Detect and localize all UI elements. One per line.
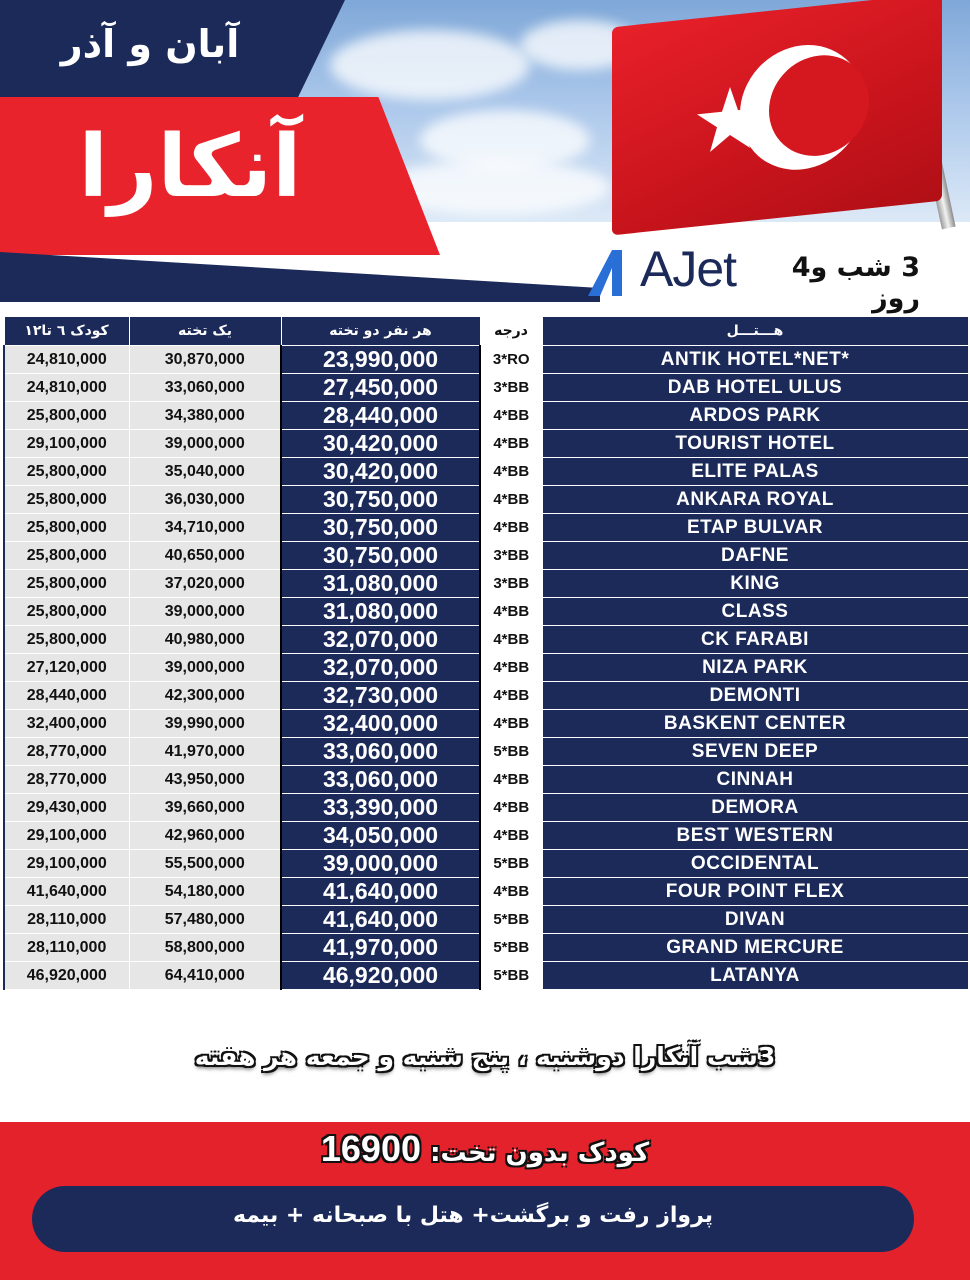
table-row: [4, 822, 968, 850]
cell-single: 40,980,000: [129, 626, 281, 654]
cell-double: 30,750,000: [281, 514, 480, 542]
cell-kid: 28,440,000: [4, 682, 129, 710]
cell-kid: 28,770,000: [4, 766, 129, 794]
cell-double: 32,070,000: [281, 626, 480, 654]
destination-title: آنکارا: [78, 117, 302, 217]
cell-kid: 46,920,000: [4, 962, 129, 990]
table-row: [4, 906, 968, 934]
cell-single: 36,030,000: [129, 486, 281, 514]
table-row: [4, 654, 968, 682]
cell-hotel: GRAND MERCURE: [542, 934, 968, 962]
cell-kid: 25,800,000: [4, 598, 129, 626]
cell-category: 4*BB: [480, 654, 542, 682]
table-row: [4, 962, 968, 990]
cell-hotel: DAFNE: [542, 542, 968, 570]
cell-hotel: DEMONTI: [542, 682, 968, 710]
cell-single: 34,380,000: [129, 402, 281, 430]
cell-single: 37,020,000: [129, 570, 281, 598]
cell-single: 42,960,000: [129, 822, 281, 850]
header-navy-band: [0, 252, 600, 302]
cell-hotel: NIZA PARK: [542, 654, 968, 682]
column-header-category: درجه: [480, 317, 542, 346]
column-header-hotel: هـــتـــل: [542, 317, 968, 346]
table-row: [4, 458, 968, 486]
cell-category: 4*BB: [480, 486, 542, 514]
cell-single: 41,970,000: [129, 738, 281, 766]
cell-single: 43,950,000: [129, 766, 281, 794]
cell-category: 3*RO: [480, 346, 542, 374]
cell-category: 3*BB: [480, 374, 542, 402]
cell-category: 4*BB: [480, 794, 542, 822]
cell-hotel: BEST WESTERN: [542, 822, 968, 850]
cell-kid: 24,810,000: [4, 374, 129, 402]
cell-kid: 25,800,000: [4, 626, 129, 654]
cell-double: 32,400,000: [281, 710, 480, 738]
table-row: [4, 682, 968, 710]
cell-double: 41,640,000: [281, 878, 480, 906]
cell-hotel: ELITE PALAS: [542, 458, 968, 486]
child-no-bed-price: [250, 1128, 720, 1170]
table-row: [4, 570, 968, 598]
table-row: [4, 626, 968, 654]
cell-single: 54,180,000: [129, 878, 281, 906]
turkish-flag-image: [612, 0, 942, 235]
cell-category: 4*BB: [480, 766, 542, 794]
price-table: [3, 316, 969, 990]
table-row: [4, 934, 968, 962]
cell-single: 30,870,000: [129, 346, 281, 374]
column-header-kid: کودک ٦ تا١٢: [4, 317, 129, 346]
cell-kid: 28,770,000: [4, 738, 129, 766]
cell-single: 39,660,000: [129, 794, 281, 822]
cell-single: 35,040,000: [129, 458, 281, 486]
cell-single: 39,000,000: [129, 654, 281, 682]
column-header-double: هر نفر دو تخته: [281, 317, 480, 346]
cell-category: 4*BB: [480, 598, 542, 626]
cell-category: 5*BB: [480, 934, 542, 962]
cell-category: 4*BB: [480, 402, 542, 430]
cell-kid: 25,800,000: [4, 402, 129, 430]
cell-double: 34,050,000: [281, 822, 480, 850]
cell-double: 46,920,000: [281, 962, 480, 990]
cell-kid: 25,800,000: [4, 570, 129, 598]
cell-double: 33,060,000: [281, 766, 480, 794]
cell-hotel: DIVAN: [542, 906, 968, 934]
cell-hotel: CINNAH: [542, 766, 968, 794]
cell-kid: 29,100,000: [4, 850, 129, 878]
cell-double: 39,000,000: [281, 850, 480, 878]
cell-hotel: KING: [542, 570, 968, 598]
column-header-single: یک تخته: [129, 317, 281, 346]
cell-category: 5*BB: [480, 962, 542, 990]
crescent-star-icon: [612, 0, 942, 235]
child-no-bed-value: 16900: [320, 1128, 421, 1169]
cell-single: 64,410,000: [129, 962, 281, 990]
cell-hotel: CLASS: [542, 598, 968, 626]
cell-category: 4*BB: [480, 626, 542, 654]
cell-hotel: SEVEN DEEP: [542, 738, 968, 766]
cell-double: 33,390,000: [281, 794, 480, 822]
cell-single: 40,650,000: [129, 542, 281, 570]
cell-double: 41,970,000: [281, 934, 480, 962]
cell-kid: 29,430,000: [4, 794, 129, 822]
cell-category: 4*BB: [480, 430, 542, 458]
cell-category: 5*BB: [480, 738, 542, 766]
table-row: [4, 514, 968, 542]
cell-category: 4*BB: [480, 710, 542, 738]
cell-double: 27,450,000: [281, 374, 480, 402]
cell-kid: 29,100,000: [4, 822, 129, 850]
table-row: [4, 878, 968, 906]
cell-category: 3*BB: [480, 570, 542, 598]
cell-double: 33,060,000: [281, 738, 480, 766]
cell-hotel: ETAP BULVAR: [542, 514, 968, 542]
table-row: [4, 374, 968, 402]
cell-single: 55,500,000: [129, 850, 281, 878]
table-row: [4, 766, 968, 794]
cell-category: 4*BB: [480, 514, 542, 542]
cell-kid: 25,800,000: [4, 514, 129, 542]
cell-kid: 25,800,000: [4, 486, 129, 514]
cell-kid: 25,800,000: [4, 542, 129, 570]
table-row: [4, 710, 968, 738]
cell-category: 4*BB: [480, 878, 542, 906]
cell-kid: 28,110,000: [4, 934, 129, 962]
package-includes-text: پرواز رفت و برگشت+ هتل با صبحانه + بیمه: [232, 1203, 714, 1228]
table-body: [4, 346, 968, 990]
cell-hotel: TOURIST HOTEL: [542, 430, 968, 458]
cell-double: 23,990,000: [281, 346, 480, 374]
cell-single: 34,710,000: [129, 514, 281, 542]
cell-category: 5*BB: [480, 850, 542, 878]
cell-double: 31,080,000: [281, 570, 480, 598]
child-no-bed-label: کودک بدون تخت:: [430, 1138, 650, 1168]
cell-hotel: ARDOS PARK: [542, 402, 968, 430]
cell-double: 30,420,000: [281, 458, 480, 486]
departure-days-note: 3شب آنکارا دوشنبه ، پنج شنبه و جمعه هر هفته: [194, 1042, 776, 1071]
cell-kid: 24,810,000: [4, 346, 129, 374]
cell-kid: 32,400,000: [4, 710, 129, 738]
cell-kid: 29,100,000: [4, 430, 129, 458]
cell-hotel: ANKARA ROYAL: [542, 486, 968, 514]
table-row: [4, 402, 968, 430]
cell-hotel: CK FARABI: [542, 626, 968, 654]
cell-double: 30,750,000: [281, 542, 480, 570]
tour-duration: 3 شب و4 روز: [791, 252, 920, 314]
table-row: [4, 542, 968, 570]
cell-double: 32,070,000: [281, 654, 480, 682]
table-row: [4, 850, 968, 878]
cell-hotel: ANTIK HOTEL*NET*: [542, 346, 968, 374]
cell-single: 42,300,000: [129, 682, 281, 710]
table-row: [4, 346, 968, 374]
cell-kid: 41,640,000: [4, 878, 129, 906]
cell-hotel: OCCIDENTAL: [542, 850, 968, 878]
travel-months: آبان و آذر: [60, 22, 240, 66]
table-row: [4, 794, 968, 822]
cell-category: 4*BB: [480, 458, 542, 486]
table-header-row: [4, 317, 968, 346]
cell-single: 39,000,000: [129, 598, 281, 626]
cell-single: 58,800,000: [129, 934, 281, 962]
cell-kid: 25,800,000: [4, 458, 129, 486]
cell-hotel: BASKENT CENTER: [542, 710, 968, 738]
cell-hotel: FOUR POINT FLEX: [542, 878, 968, 906]
cell-double: 31,080,000: [281, 598, 480, 626]
cell-hotel: DAB HOTEL ULUS: [542, 374, 968, 402]
cell-kid: 28,110,000: [4, 906, 129, 934]
table-row: [4, 430, 968, 458]
cell-double: 32,730,000: [281, 682, 480, 710]
cell-single: 57,480,000: [129, 906, 281, 934]
cell-double: 30,750,000: [281, 486, 480, 514]
cell-double: 30,420,000: [281, 430, 480, 458]
cell-double: 28,440,000: [281, 402, 480, 430]
cell-kid: 27,120,000: [4, 654, 129, 682]
cell-single: 33,060,000: [129, 374, 281, 402]
table-row: [4, 738, 968, 766]
table-row: [4, 486, 968, 514]
cell-category: 5*BB: [480, 906, 542, 934]
cell-hotel: DEMORA: [542, 794, 968, 822]
cell-double: 41,640,000: [281, 906, 480, 934]
cell-single: 39,990,000: [129, 710, 281, 738]
cell-hotel: LATANYA: [542, 962, 968, 990]
cell-category: 4*BB: [480, 682, 542, 710]
cell-category: 4*BB: [480, 822, 542, 850]
airline-logo-text: AJet: [640, 241, 737, 297]
cell-single: 39,000,000: [129, 430, 281, 458]
table-row: [4, 598, 968, 626]
cell-category: 3*BB: [480, 542, 542, 570]
